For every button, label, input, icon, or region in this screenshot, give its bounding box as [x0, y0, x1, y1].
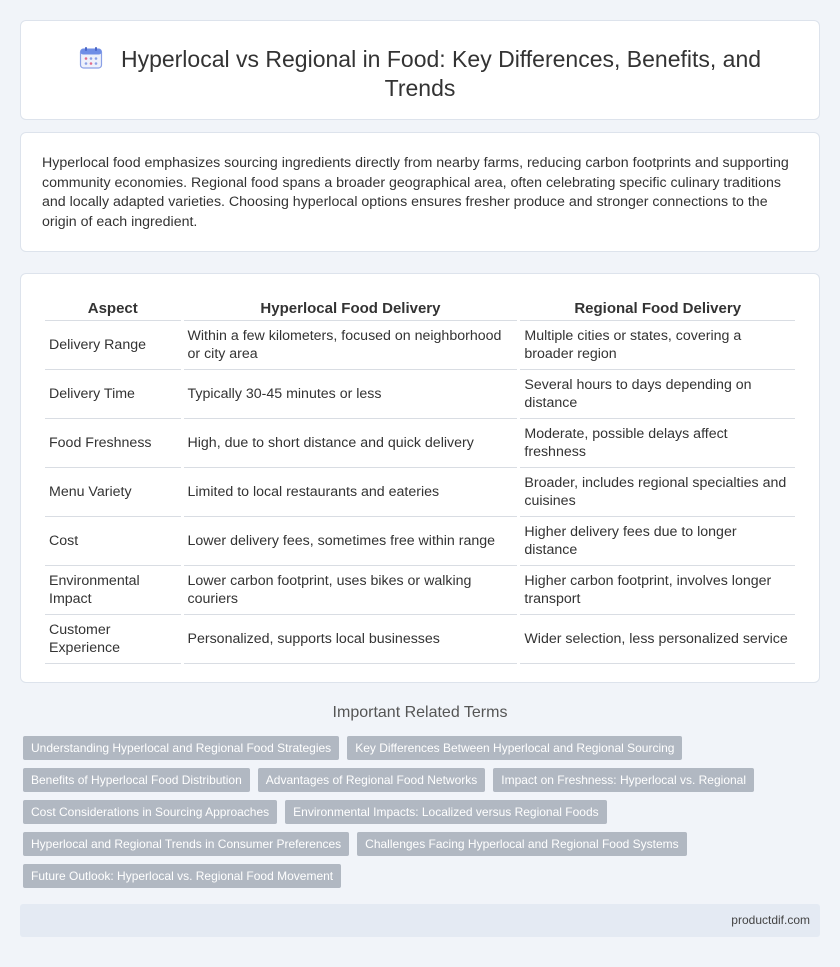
related-term-tag[interactable]: Future Outlook: Hyperlocal vs. Regional Food Movement	[23, 864, 341, 888]
related-term-tag[interactable]: Benefits of Hyperlocal Food Distribution	[23, 768, 250, 792]
table-cell: Menu Variety	[45, 468, 181, 517]
related-terms-list	[23, 736, 803, 888]
related-term-tag[interactable]: Hyperlocal and Regional Trends in Consumer Preferences	[23, 832, 349, 856]
related-term-tag[interactable]: Challenges Facing Hyperlocal and Regional Food Systems	[357, 832, 687, 856]
footer	[20, 904, 820, 937]
table-cell: Typically 30-45 minutes or less	[184, 370, 518, 419]
related-term-tag[interactable]: Key Differences Between Hyperlocal and Regional Sourcing	[347, 736, 682, 760]
table-cell: Lower delivery fees, sometimes free within range	[184, 517, 518, 566]
page-title	[61, 45, 779, 103]
table-cell: Customer Experience	[45, 615, 181, 664]
table-cell: Moderate, possible delays affect freshness	[520, 419, 795, 468]
calendar-icon	[79, 46, 103, 70]
column-header-hyperlocal: Hyperlocal Food Delivery	[184, 297, 518, 321]
table-row	[45, 615, 795, 664]
table-cell: Environmental Impact	[45, 566, 181, 615]
related-terms-heading: Important Related Terms	[332, 704, 508, 721]
table-cell: Cost	[45, 517, 181, 566]
related-term-tag[interactable]: Advantages of Regional Food Networks	[258, 768, 485, 792]
table-header-row	[45, 297, 795, 321]
table-cell: Personalized, supports local businesses	[184, 615, 518, 664]
column-header-regional: Regional Food Delivery	[520, 297, 795, 321]
table-cell: Limited to local restaurants and eateries	[184, 468, 518, 517]
table-cell: Wider selection, less personalized service	[520, 615, 795, 664]
footer-site-link[interactable]: productdif.com	[731, 913, 810, 927]
comparison-table-card	[20, 273, 820, 683]
related-term-tag[interactable]: Impact on Freshness: Hyperlocal vs. Regional	[493, 768, 754, 792]
related-term-tag[interactable]: Environmental Impacts: Localized versus Regional Foods	[285, 800, 606, 824]
table-cell: Higher delivery fees due to longer distance	[520, 517, 795, 566]
table-cell: Higher carbon footprint, involves longer transport	[520, 566, 795, 615]
table-cell: Several hours to days depending on distance	[520, 370, 795, 419]
table-row	[45, 321, 795, 370]
intro-card	[20, 132, 820, 252]
header-card	[20, 20, 820, 120]
column-header-aspect: Aspect	[45, 297, 181, 321]
intro-paragraph: Hyperlocal food emphasizes sourcing ingredients directly from nearby farms, reducing carbon footprints and supporting community economies. Regional food spans a broader geographical area, often celebrating specific culinary traditions and locally adapted varieties. Choosing hyperlocal options ensures fresher produce and stronger connections to the origin of each ingredient.	[42, 155, 789, 230]
title-wrap	[61, 45, 779, 103]
table-row	[45, 517, 795, 566]
table-cell: Delivery Time	[45, 370, 181, 419]
table-row	[45, 419, 795, 468]
table-cell: Within a few kilometers, focused on neighborhood or city area	[184, 321, 518, 370]
table-cell: Multiple cities or states, covering a broader region	[520, 321, 795, 370]
comparison-table	[42, 297, 798, 664]
table-cell: High, due to short distance and quick delivery	[184, 419, 518, 468]
table-cell: Lower carbon footprint, uses bikes or walking couriers	[184, 566, 518, 615]
table-cell: Food Freshness	[45, 419, 181, 468]
table-row	[45, 566, 795, 615]
page-title-text: Hyperlocal vs Regional in Food: Key Differences, Benefits, and Trends	[120, 46, 762, 101]
table-row	[45, 468, 795, 517]
related-term-tag[interactable]: Cost Considerations in Sourcing Approaches	[23, 800, 277, 824]
related-term-tag[interactable]: Understanding Hyperlocal and Regional Food Strategies	[23, 736, 339, 760]
table-cell: Broader, includes regional specialties and cuisines	[520, 468, 795, 517]
table-row	[45, 370, 795, 419]
table-cell: Delivery Range	[45, 321, 181, 370]
